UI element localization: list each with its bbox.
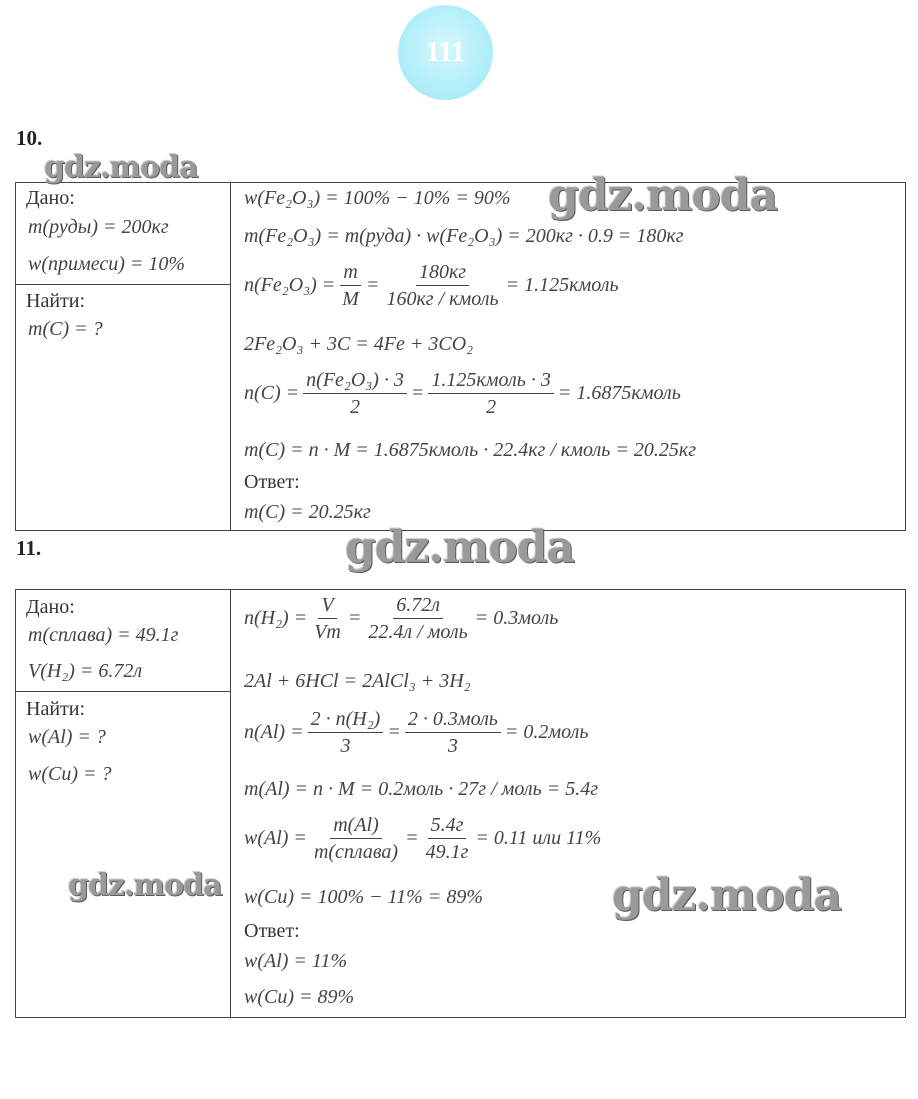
solution-line-5: w(Al) = $\frac{m(Al)}{\text{m(сплава)}}$ = $\frac{5.4г}{49.1г}$ = 0.11 или 11% <box>244 814 602 863</box>
numerator: 2 · 0.3моль <box>405 708 501 733</box>
given-alloy-mass: m(сплава) = 49.1г <box>28 624 179 646</box>
given-impurity: w(примеси) = 10% <box>28 253 186 275</box>
solution-line-1: w(Fe₂O₃) = 100% − 10% = 90% <box>244 187 511 209</box>
find-label: Найти: <box>26 698 86 720</box>
solution-line-2: m(Fe₂O₃) = m(руда) · w(Fe₂O₃) = 200кг · 0.9 = 180кг <box>244 225 684 247</box>
numerator: m(Al) <box>330 814 382 839</box>
solution-line-5: n(C) = $\frac{\text{n(Fe₂O₃) · 3}}{2}$ = $\frac{\text{1.125кмоль · 3}}{2}$ = 1.6875кмоль <box>244 369 681 418</box>
solution-line-2: 2Al + 6HCl = 2AlCl₃ + 3H₂ <box>244 670 471 692</box>
numerator: V <box>318 594 336 619</box>
task-10-table <box>15 182 906 531</box>
expr-result: = 0.3моль <box>474 607 559 629</box>
fraction <box>303 369 407 418</box>
denominator: M <box>342 288 359 310</box>
find-carbon-mass: m(C) = ? <box>28 318 103 340</box>
answer-value: m(C) = 20.25кг <box>244 501 371 523</box>
numerator: n(Fe₂O₃) · 3 <box>303 369 407 394</box>
numerator: 180кг <box>416 261 469 286</box>
numerator: m <box>340 261 360 286</box>
fraction <box>428 369 553 418</box>
fraction <box>423 814 472 863</box>
solution-line-3: n(Fe₂O₃) = $\frac{m}{M}$ = $\frac{180кг}{\text{160кг / кмоль}}$ = 1.125кмоль <box>244 261 619 310</box>
column-divider <box>230 590 231 1017</box>
given-ore-mass: m(руды) = 200кг <box>28 216 169 238</box>
answer-value-cu: w(Cu) = 89% <box>244 986 355 1008</box>
numerator: 1.125кмоль · 3 <box>428 369 553 394</box>
fraction <box>405 708 501 757</box>
find-al-fraction: w(Al) = ? <box>28 726 106 748</box>
denominator: m(сплава) <box>313 841 399 863</box>
expr-result: = 1.6875кмоль <box>557 382 681 404</box>
expr-left: w(Al) = <box>244 827 307 849</box>
watermark: gdz.moda <box>68 868 222 903</box>
denominator: 49.1г <box>425 841 469 863</box>
find-cu-fraction: w(Cu) = ? <box>28 763 112 785</box>
find-label: Найти: <box>26 290 86 312</box>
solution-line-1: n(H₂) = $\frac{V}{Vm}$ = $\frac{6.72л}{\text{22.4л / моль}}$ = 0.3моль <box>244 594 559 643</box>
solution-line-6: w(Cu) = 100% − 11% = 89% <box>244 886 483 908</box>
expr-result: = 0.11 или 11% <box>475 827 602 849</box>
expr-result: = 1.125кмоль <box>505 274 619 296</box>
numerator: 2 · n(H₂) <box>308 708 384 733</box>
numerator: 5.4г <box>428 814 467 839</box>
column-divider <box>230 183 231 530</box>
watermark: gdz.moda <box>345 522 575 573</box>
answer-label: Ответ: <box>244 920 300 942</box>
fraction <box>311 594 344 643</box>
denominator: 160кг / кмоль <box>386 288 499 310</box>
numerator: 6.72л <box>393 594 443 619</box>
given-hydrogen-volume: V(H₂) = 6.72л <box>28 660 143 682</box>
denominator: 22.4л / моль <box>368 621 468 643</box>
watermark: gdz.moda <box>44 150 198 185</box>
solution-line-3: n(Al) = $\frac{\text{2 · n(H₂)}}{3}$ = $\frac{\text{2 · 0.3моль}}{3}$ = 0.2моль <box>244 708 589 757</box>
fraction <box>383 261 501 310</box>
fraction <box>308 708 384 757</box>
fraction <box>311 814 401 863</box>
page-number-badge <box>398 5 493 100</box>
watermark: gdz.moda <box>548 170 778 221</box>
denominator: 2 <box>350 396 361 418</box>
given-find-divider <box>16 284 230 285</box>
expr-result: = 0.2моль <box>504 721 589 743</box>
given-label: Дано: <box>26 187 75 209</box>
expr-left: n(Fe₂O₃) = <box>244 274 336 296</box>
fraction <box>365 594 470 643</box>
denominator: Vm <box>314 621 341 643</box>
given-find-divider <box>16 691 230 692</box>
task-10-number: 10. <box>16 126 43 150</box>
task-11-number: 11. <box>16 536 42 560</box>
fraction <box>339 261 362 310</box>
denominator: 3 <box>340 735 351 757</box>
expr-left: n(Al) = <box>244 721 304 743</box>
expr-left: n(C) = <box>244 382 300 404</box>
solution-line-4: 2Fe₂O₃ + 3C = 4Fe + 3CO₂ <box>244 333 474 355</box>
answer-value-al: w(Al) = 11% <box>244 950 348 972</box>
denominator: 3 <box>447 735 458 757</box>
page-number: 111 <box>426 36 465 68</box>
solution-line-4: m(Al) = n · M = 0.2моль · 27г / моль = 5.4г <box>244 778 599 800</box>
watermark: gdz.moda <box>612 870 842 921</box>
answer-label: Ответ: <box>244 471 300 493</box>
denominator: 2 <box>486 396 497 418</box>
solution-line-6: m(C) = n · M = 1.6875кмоль · 22.4кг / кмоль = 20.25кг <box>244 439 697 461</box>
given-label: Дано: <box>26 596 75 618</box>
task-11-table <box>15 589 906 1018</box>
expr-left: n(H₂) = <box>244 607 308 629</box>
